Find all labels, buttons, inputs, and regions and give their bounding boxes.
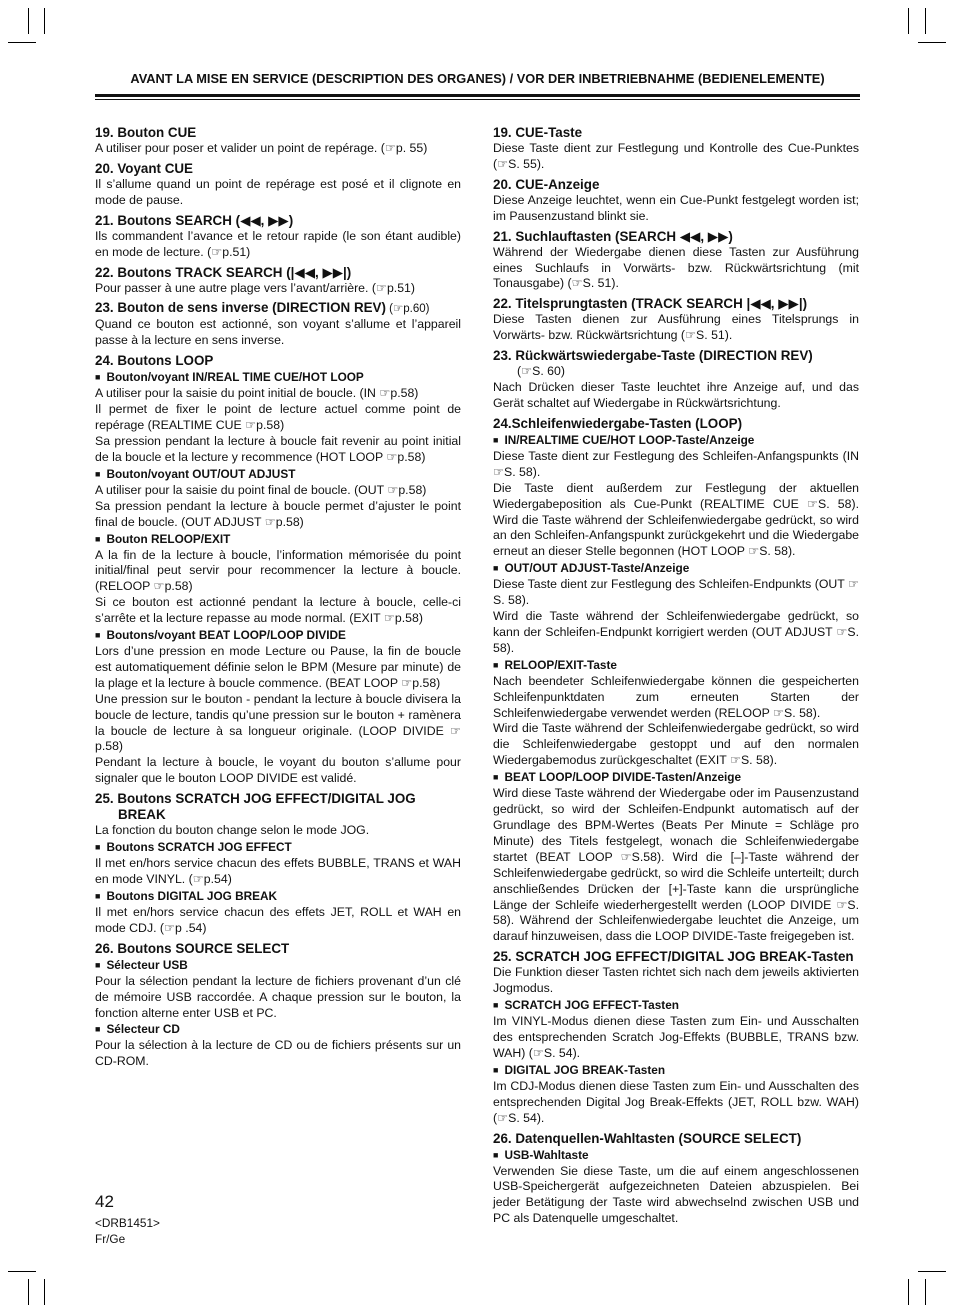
subheading: ■ Bouton RELOOP/EXIT xyxy=(95,531,461,548)
paragraph: Diese Taste dient zur Festlegung des Schleifen-Anfangspunkts (IN ☞S. 58). xyxy=(493,448,859,479)
paragraph: A utiliser pour la saisie du point initial de boucle. (IN ☞p.58) xyxy=(95,386,419,401)
section-heading xyxy=(95,300,461,317)
paragraph: Diese Tasten dienen zur Ausführung eines Titelsprungs in Vorwärts- bzw. Rückwärtsrichtung (☞S. 51). xyxy=(493,312,859,343)
heading-text: 24.Schleifenwiedergabe-Tasten (LOOP) xyxy=(493,415,743,431)
heading-text: 22. Boutons TRACK SEARCH (|◀◀, ▶▶|) xyxy=(95,264,352,280)
paragraph: Diese Taste dient zur Festlegung des Schleifen-Endpunkts (OUT ☞S. 58). xyxy=(493,577,860,608)
paragraph: Verwenden Sie diese Taste, um die auf einem angeschlossenen USB-Speichergerät aufgezeichneten Dateien abzuspielen. Bei jeder Betätigung der Taste wird abwechselnd zwischen USB und PC als Datenquelle umgeschaltet. xyxy=(493,1163,859,1226)
subheading: ■ Boutons DIGITAL JOG BREAK xyxy=(95,888,461,905)
crop-mark xyxy=(28,8,29,34)
section-heading xyxy=(493,1131,859,1147)
section-heading xyxy=(95,125,461,141)
paragraph: A utiliser pour poser et valider un point de repérage. (☞p. 55) xyxy=(95,141,428,155)
paragraph: Si ce bouton est actionné pendant la lecture à boucle, celle-ci s’arrête et la lecture repasse au mode normal. (EXIT ☞p.58) xyxy=(95,595,461,626)
page-reference: (☞p.60) xyxy=(385,303,430,316)
paragraph: Sa pression pendant la lecture à boucle permet d’ajuster le point final de boucle. (OUT ADJUST ☞p.58) xyxy=(95,498,461,529)
heading-text: 20. Voyant CUE xyxy=(95,160,193,176)
paragraph: Pour la sélection pendant la lecture de fichiers provenant d’un clé de mémoire USB raccordée. A chaque pression sur le bouton, la fonction alterne enter USB et PC. xyxy=(95,973,461,1020)
paragraph: Wird die Taste während der Schleifenwiedergabe gedrückt, so wird die Schleifenwiedergabe gestoppt und auf den normalen Wiedergabemodus zurückgeschaltet (EXIT ☞S. 58). xyxy=(493,721,859,768)
heading-text: 25. Boutons SCRATCH JOG EFFECT/DIGITAL JOG BREAK xyxy=(95,791,416,823)
doc-code: <DRB1451> xyxy=(95,1216,160,1230)
crop-mark xyxy=(918,1271,946,1272)
section-heading xyxy=(493,125,859,141)
paragraph: Während der Wiedergabe dienen diese Tasten zur Ausführung eines Suchlaufs in Vorwärts- bzw. Rückwärtsrichtung (mit Tonausgabe) (☞S. 51). xyxy=(493,244,859,291)
paragraph: Nach Drücken dieser Taste leuchtet ihre Anzeige auf, und das Gerät schaltet auf Wiedergabe in Rückwärtsrichtung. xyxy=(493,380,859,410)
crop-mark xyxy=(925,8,926,34)
paragraph: Il met en/hors service chacun des effets BUBBLE, TRANS et WAH en mode VINYL. (☞p.54) xyxy=(95,856,461,886)
section-heading xyxy=(95,791,461,823)
crop-mark xyxy=(28,1279,29,1305)
paragraph: Pour la sélection à la lecture de CD ou de fichiers présents sur un CD-ROM. xyxy=(95,1038,461,1069)
german-column xyxy=(493,125,859,1227)
paragraph: Sa pression pendant la lecture à boucle fait revenir au point initial de la boucle et la lecture y recommence (HOT LOOP ☞p.58) xyxy=(95,433,461,464)
document-code xyxy=(95,1216,160,1247)
paragraph: Une pression sur le bouton - pendant la lecture à boucle divisera la boucle de lecture, tandis qu’une pression sur le bouton + ramènera la boucle de lecture à sa longueur originale. (LOOP DIVIDE ☞p.58) xyxy=(95,691,461,754)
heading-text: 19. Bouton CUE xyxy=(95,125,197,140)
subheading: ■ OUT/OUT ADJUST-Taste/Anzeige xyxy=(493,560,859,577)
paragraph: Im CDJ-Modus dienen diese Tasten zum Ein- und Ausschalten des entsprechenden Digital Jog Break-Effekts (JET, ROLL bzw. WAH) (☞S. 54). xyxy=(493,1078,859,1125)
crop-mark xyxy=(44,1279,45,1305)
section-heading xyxy=(493,416,859,432)
heading-text: 21. Suchlauftasten (SEARCH ◀◀, ▶▶) xyxy=(493,228,733,244)
paragraph: Wird diese Taste während der Wiedergabe oder im Pausenzustand gedrückt, so wird der Schleifen-Endpunkt automatisch auf der Grundlage des BPM-Wertes (Beats Per Minute = Schläge pro Minute) des Titels festgelegt, wonach die Schleifenwiedergabe startet (BEAT LOOP ☞S.58). Wird die [–]-Taste während der Schleifenwiedergabe gedrückt, so wird die Schleife unterteilt; durch anschließendes Drücken der [+]-Taste kann die ursprüngliche Länge der Schleife wiederhergestellt werden (LOOP DIVIDE ☞S. 58). Während der Schleifenwiedergabe leuchtet die Anzeige, um darauf hinzuweisen, dass die LOOP DIVIDE-Taste freigegeben ist. xyxy=(493,786,859,944)
paragraph: La fonction du bouton change selon le mode JOG. xyxy=(95,823,370,838)
paragraph: A utiliser pour la saisie du point final de boucle. (OUT ☞p.58) xyxy=(95,482,427,497)
section-heading xyxy=(95,213,461,229)
section-heading xyxy=(493,229,859,245)
heading-text: 23. Rückwärtswiedergabe-Taste (DIRECTION REV) xyxy=(493,348,813,364)
language-code: Fr/Ge xyxy=(95,1231,126,1246)
section-heading xyxy=(493,348,859,364)
section-heading xyxy=(493,949,859,965)
paragraph: Im VINYL-Modus dienen diese Tasten zum Ein- und Ausschalten des entsprechenden Scratch Jog-Effekts (BUBBLE, TRANS bzw. WAH) (☞S. 54). xyxy=(493,1014,859,1060)
crop-mark xyxy=(918,42,946,43)
subheading: ■ Sélecteur USB xyxy=(95,957,461,974)
heading-text: 26. Datenquellen-Wahltasten (SOURCE SELECT) xyxy=(493,1130,802,1146)
heading-text: 21. Boutons SEARCH (◀◀, ▶▶) xyxy=(95,212,294,228)
paragraph: Diese Anzeige leuchtet, wenn ein Cue-Punkt festgelegt worden ist; im Pausenzustand blinkt sie. xyxy=(493,192,859,223)
header-rule-thick xyxy=(95,94,860,97)
section-heading xyxy=(95,353,461,369)
section-heading xyxy=(493,296,859,312)
heading-text: 22. Titelsprungtasten (TRACK SEARCH |◀◀, ▶▶|) xyxy=(493,296,808,312)
subheading: ■ BEAT LOOP/LOOP DIVIDE-Tasten/Anzeige xyxy=(493,769,859,786)
paragraph: Nach beendeter Schleifenwiedergabe können die gespeicherten Schleifenpunktdaten zum erneuten Starten der Schleifenwiedergabe verwendet werden (RELOOP ☞S. 58). xyxy=(493,673,859,720)
paragraph: Ils commandent l’avance et le retour rapide (le son étant audible) en mode de lecture. (☞p.51) xyxy=(95,228,461,259)
section-heading xyxy=(95,161,461,177)
subheading: ■ RELOOP/EXIT-Taste xyxy=(493,657,859,674)
heading-text: 20. CUE-Anzeige xyxy=(493,176,600,192)
subheading: ■ Sélecteur CD xyxy=(95,1021,461,1038)
section-heading xyxy=(95,265,461,281)
crop-mark xyxy=(925,1279,926,1305)
subheading: ■ Boutons/voyant BEAT LOOP/LOOP DIVIDE xyxy=(95,627,461,644)
crop-mark xyxy=(908,8,909,34)
subheading: ■ IN/REALTIME CUE/HOT LOOP-Taste/Anzeige xyxy=(493,432,859,449)
heading-text: 24. Boutons LOOP xyxy=(95,353,214,369)
paragraph: (☞S. 60) xyxy=(517,364,565,379)
crop-mark xyxy=(908,1279,909,1305)
page-number: 42 xyxy=(95,1192,114,1211)
section-heading xyxy=(493,177,859,193)
subheading: ■ DIGITAL JOG BREAK-Tasten xyxy=(493,1062,859,1079)
subheading: ■ SCRATCH JOG EFFECT-Tasten xyxy=(493,997,859,1014)
paragraph: Il s’allume quand un point de repérage est posé et il clignote en mode de pause. xyxy=(95,176,461,207)
section-heading xyxy=(95,941,461,957)
subheading: ■ Bouton/voyant OUT/OUT ADJUST xyxy=(95,466,461,483)
crop-mark xyxy=(8,42,36,43)
paragraph: Wird die Taste während der Schleifenwiedergabe gedrückt, so kann der Schleifen-Endpunkt korrigiert werden (OUT ADJUST ☞S. 58). xyxy=(493,609,859,655)
header-rule-thin xyxy=(95,99,860,100)
french-column xyxy=(95,125,461,1070)
heading-text: 23. Bouton de sens inverse (DIRECTION REV) xyxy=(95,300,386,316)
heading-text: 19. CUE-Taste xyxy=(493,125,583,140)
paragraph: Diese Taste dient zur Festlegung und Kontrolle des Cue-Punktes (☞S. 55). xyxy=(493,141,859,171)
paragraph: Die Taste dient außerdem zur Festlegung der aktuellen Wiedergabeposition als Cue-Punkt (REALTIME CUE ☞S. 58). Wird die Taste während der Schleifenwiedergabe gedrückt, so wird an den Schleifen-Anfangspunkt zurückgekehrt und die Wiedergabe erneut an dieser Stelle begonnen (HOT LOOP ☞S. 58). xyxy=(493,480,859,559)
paragraph: Lors d’une pression en mode Lecture ou Pause, la fin de boucle est automatiquement définie selon le BPM (Mesure par minute) de la plage et la lecture à boucle commence. (BEAT LOOP ☞p.58) xyxy=(95,644,461,690)
paragraph: Quand ce bouton est actionné, son voyant s’allume et l’appareil passe à la lecture en sens inverse. xyxy=(95,317,461,348)
crop-mark xyxy=(8,1271,36,1272)
heading-text: 25. SCRATCH JOG EFFECT/DIGITAL JOG BREAK-Tasten xyxy=(493,949,854,965)
paragraph: Die Funktion dieser Tasten richtet sich nach dem jeweils aktivierten Jogmodus. xyxy=(493,965,859,996)
subheading: ■ USB-Wahltaste xyxy=(493,1147,859,1164)
subheading: ■ Bouton/voyant IN/REAL TIME CUE/HOT LOOP xyxy=(95,369,461,386)
paragraph: Il met en/hors service chacun des effets JET, ROLL et WAH en mode CDJ. (☞p .54) xyxy=(95,904,461,935)
subheading: ■ Boutons SCRATCH JOG EFFECT xyxy=(95,839,461,856)
section-header: AVANT LA MISE EN SERVICE (DESCRIPTION DES ORGANES) / VOR DER INBETRIEBNAHME (BEDIENELEMENTE) xyxy=(130,71,825,86)
paragraph: A la fin de la lecture à boucle, l’information mémorisée du point initial/final peut servir pour recommencer la lecture à boucle. (RELOOP ☞p.58) xyxy=(95,547,461,594)
heading-text: 26. Boutons SOURCE SELECT xyxy=(95,940,290,956)
paragraph: Il permet de fixer le point de lecture actuel comme point de repérage (REALTIME CUE ☞p.58) xyxy=(95,402,461,433)
crop-mark xyxy=(44,8,45,34)
paragraph: Pour passer à une autre plage vers l’avant/arrière. (☞p.51) xyxy=(95,280,415,295)
paragraph: Pendant la lecture à boucle, le voyant du bouton s’allume pour signaler que le bouton LOOP DIVIDE est validé. xyxy=(95,755,461,786)
